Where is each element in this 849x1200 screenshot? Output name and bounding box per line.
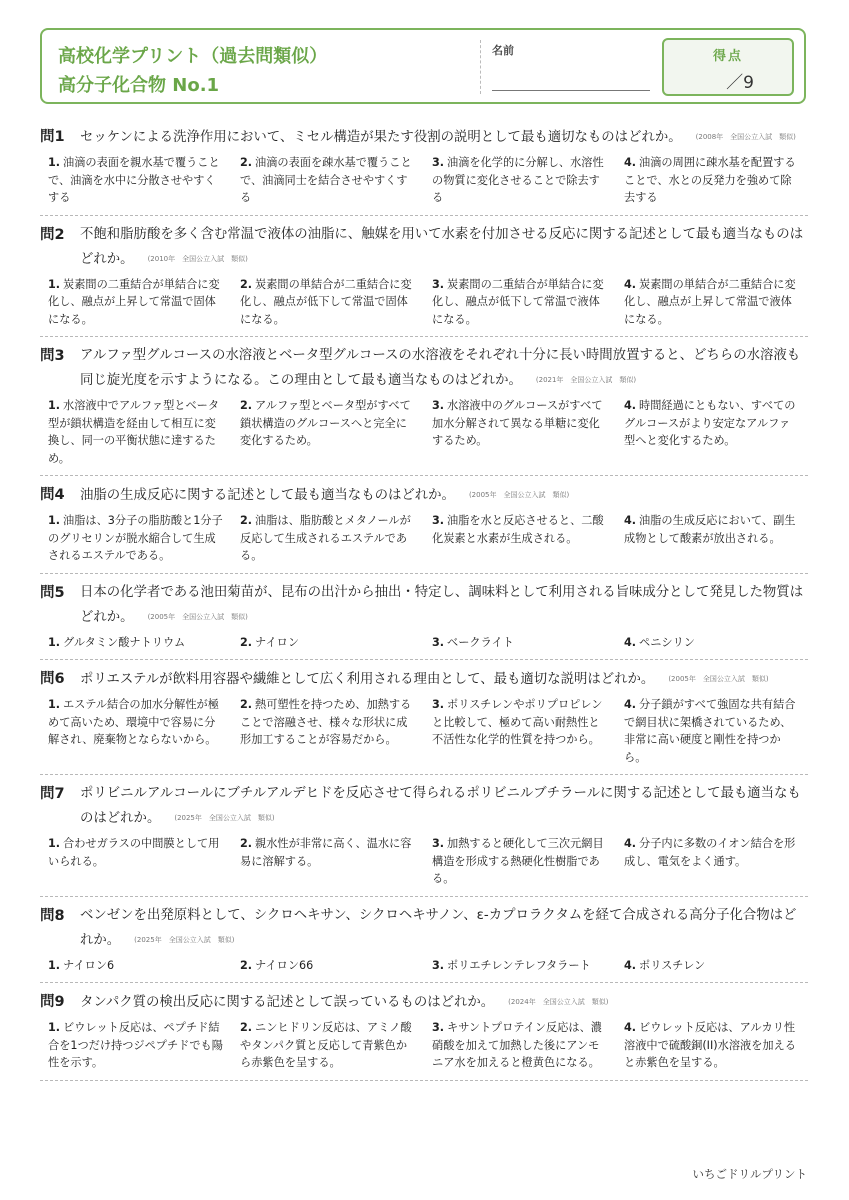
answer-option-4[interactable]: [616, 833, 808, 888]
option-text: 油滴を化学的に分解し、水溶性の物質に変化させることで除去する: [432, 156, 604, 204]
option-text: 油脂は、3分子の脂肪酸と1分子のグリセリンが脱水縮合して生成されるエステルである。: [48, 514, 223, 562]
question-9: [40, 983, 808, 1081]
option-number: 3.: [432, 635, 445, 649]
option-number: 1.: [48, 1021, 61, 1034]
question-text: 油脂の生成反応に関する記述として最も適当なものはどれか。: [80, 488, 455, 503]
option-text: 油脂は、脂肪酸とメタノールが反応して生成されるエステルである。: [240, 514, 411, 562]
option-number: 3.: [432, 1021, 445, 1034]
answer-option-3[interactable]: [424, 274, 616, 329]
option-number: 2.: [240, 1021, 253, 1034]
option-number: 1.: [48, 277, 61, 291]
question-3: [40, 337, 808, 476]
answer-options: [40, 510, 808, 569]
option-text: 炭素間の単結合が二重結合に変化し、融点が低下して常温で固体になる。: [240, 277, 412, 326]
option-number: 2.: [240, 277, 253, 291]
name-label: 名前: [492, 44, 514, 57]
answer-option-1[interactable]: [40, 395, 232, 467]
option-text: 油滴の表面を疎水基で覆うことで、油滴同士を結合させやすくする: [240, 156, 412, 204]
question-text: 日本の化学者である池田菊苗が、昆布の出汁から抽出・特定し、調味料として利用される旨味成分として発見した物質はどれか。: [80, 584, 804, 625]
question-list: [40, 118, 808, 1081]
answer-option-2[interactable]: [232, 632, 424, 652]
option-number: 1.: [48, 958, 61, 972]
question-source: (2025年 全国公立入試 類似): [134, 935, 235, 944]
option-number: 4.: [624, 277, 637, 291]
question-2: [40, 216, 808, 338]
question-text: ポリビニルアルコールにブチルアルデヒドを反応させて得られるポリビニルブチラールに関する記述として最も適当なものはどれか。: [80, 786, 801, 826]
answer-option-4[interactable]: [616, 1017, 808, 1072]
score-box: [662, 38, 794, 96]
option-number: 2.: [240, 399, 253, 412]
answer-options: [40, 694, 808, 770]
option-text: 分子鎖がすべて強固な共有結合で網目状に架橋されているため、非常に高い硬度と剛性を持つから。: [624, 698, 796, 764]
answer-options: [40, 152, 808, 211]
question-source: (2021年 全国公立入試 類似): [535, 376, 637, 384]
option-number: 3.: [432, 156, 445, 169]
answer-option-2[interactable]: [232, 833, 424, 888]
question-header: [40, 667, 808, 692]
option-text: 水溶液中のグルコースがすべて加水分解されて異なる単糖に変化するため。: [432, 399, 603, 447]
option-number: 3.: [432, 958, 445, 972]
answer-options: [40, 955, 808, 979]
question-number: 問6: [40, 671, 65, 687]
option-number: 2.: [240, 156, 253, 169]
question-text-block: [80, 904, 808, 953]
option-number: 4.: [624, 514, 637, 527]
answer-option-4[interactable]: [616, 510, 808, 565]
question-number: 問2: [40, 226, 65, 243]
answer-options: [40, 395, 808, 471]
question-number: 問7: [40, 786, 65, 802]
option-number: 3.: [432, 399, 445, 412]
option-number: 3.: [432, 277, 445, 291]
answer-option-2[interactable]: [232, 395, 424, 467]
answer-option-4[interactable]: [616, 955, 808, 975]
option-number: 4.: [624, 399, 637, 412]
answer-option-4[interactable]: [616, 632, 808, 652]
question-1: [40, 118, 808, 216]
option-text: ポリエチレンテレフタラート: [447, 958, 591, 972]
option-text: ポリスチレン: [639, 958, 706, 972]
answer-option-1[interactable]: [40, 1017, 232, 1072]
answer-options: [40, 1017, 808, 1076]
question-text: 不飽和脂肪酸を多く含む常温で液体の油脂に、触媒を用いて水素を付加させる反応に関する記述として最も適当なものはどれか。: [80, 226, 804, 267]
question-number: 問3: [40, 348, 65, 364]
answer-option-3[interactable]: [424, 152, 616, 207]
option-number: 4.: [624, 698, 637, 711]
option-number: 1.: [48, 698, 61, 711]
option-text: 油滴の周囲に疎水基を配置することで、水との反発力を強めて除去する: [624, 156, 796, 204]
question-source: (2008年 全国公立入試 類似): [695, 133, 796, 141]
option-text: ペニシリン: [639, 635, 695, 649]
option-text: ポリスチレンやポリプロピレンと比較して、極めて高い耐熱性と不活性な化学的性質を持つから。: [432, 698, 603, 746]
question-header: [40, 483, 808, 508]
option-number: 1.: [48, 514, 61, 527]
option-text: 時間経過にともない、すべてのグルコースがより安定なアルファ型へと変化するため。: [624, 399, 796, 447]
question-5: [40, 574, 808, 661]
option-text: 熱可塑性を持つため、加熱することで溶融させ、様々な形状に成形加工することが容易だから。: [240, 698, 412, 746]
question-text-block: [80, 223, 808, 272]
answer-options: [40, 833, 808, 892]
answer-option-4[interactable]: [616, 694, 808, 766]
option-text: 炭素間の二重結合が単結合に変化し、融点が低下して常温で液体になる。: [432, 277, 604, 326]
question-source: (2005年 全国公立入試 類似): [147, 612, 248, 621]
question-text-block: [80, 581, 808, 630]
score-label: 得点: [712, 49, 743, 64]
question-text-block: [80, 990, 808, 1015]
score-value: ／9: [726, 73, 754, 93]
option-number: 1.: [48, 399, 61, 412]
answer-option-2[interactable]: [232, 955, 424, 975]
answer-option-2[interactable]: [232, 274, 424, 329]
option-number: 4.: [624, 958, 637, 972]
option-number: 1.: [48, 635, 61, 649]
worksheet-title: 高校化学プリント（過去問類似）: [58, 46, 328, 67]
question-text-block: [80, 782, 808, 831]
option-text: 分子内に多数のイオン結合を形成し、電気をよく通す。: [624, 837, 796, 868]
option-text: ベークライト: [447, 635, 514, 649]
answer-option-1[interactable]: [40, 632, 232, 652]
option-text: 親水性が非常に高く、温水に容易に溶解する。: [240, 837, 412, 868]
question-text: ベンゼンを出発原料として、シクロヘキサン、シクロヘキサノン、ε-カプロラクタムを経て合成される高分子化合物はどれか。: [80, 907, 797, 948]
question-number: 問5: [40, 584, 65, 601]
answer-option-3[interactable]: [424, 955, 616, 975]
option-text: ナイロン6: [63, 958, 115, 972]
answer-option-3[interactable]: [424, 833, 616, 888]
question-number: 問1: [40, 129, 65, 145]
question-source: (2005年 全国公立入試 類似): [468, 491, 570, 499]
answer-option-2[interactable]: [232, 694, 424, 766]
answer-option-2[interactable]: [232, 510, 424, 565]
option-text: アルファ型とベータ型がすべて鎖状構造のグルコースへと完全に変化するため。: [240, 399, 411, 447]
question-header: [40, 904, 808, 953]
answer-options: [40, 274, 808, 333]
footer-brand: いちごドリルプリント: [692, 1167, 807, 1181]
answer-option-3[interactable]: [424, 395, 616, 467]
option-text: 合わせガラスの中間膜として用いられる。: [48, 837, 220, 868]
answer-options: [40, 632, 808, 656]
option-text: 油脂の生成反応において、副生成物として酸素が放出される。: [624, 514, 796, 545]
question-6: [40, 660, 808, 775]
question-header: [40, 782, 808, 831]
option-text: ナイロン66: [255, 958, 314, 972]
option-text: 炭素間の単結合が二重結合に変化し、融点が上昇して常温で液体になる。: [624, 277, 796, 326]
question-text: セッケンによる洗浄作用において、ミセル構造が果たす役割の説明として最も適切なものはどれか。: [80, 130, 682, 145]
question-header: [40, 223, 808, 272]
question-text-block: [80, 344, 808, 393]
option-number: 4.: [624, 837, 637, 850]
answer-option-4[interactable]: [616, 152, 808, 207]
option-text: 炭素間の二重結合が単結合に変化し、融点が上昇して常温で固体になる。: [48, 277, 220, 326]
option-number: 1.: [48, 156, 61, 169]
answer-option-1[interactable]: [40, 274, 232, 329]
option-number: 2.: [240, 635, 253, 649]
answer-option-4[interactable]: [616, 395, 808, 467]
answer-option-1[interactable]: [40, 694, 232, 766]
answer-option-1[interactable]: [40, 510, 232, 565]
option-number: 3.: [432, 514, 445, 527]
option-text: 油滴の表面を親水基で覆うことで、油滴を水中に分散させやすくする: [48, 156, 220, 204]
header-divider: [480, 40, 481, 94]
answer-option-3[interactable]: [424, 694, 616, 766]
question-text-block: [80, 125, 808, 150]
option-text: キサントプロテイン反応は、濃硝酸を加えて加熱した後にアンモニア水を加えると橙黄色になる。: [432, 1021, 602, 1069]
question-number: 問4: [40, 487, 65, 503]
option-text: 水溶液中でアルファ型とベータ型が鎖状構造を経由して相互に変換し、同一の平衡状態に達するため。: [48, 399, 220, 465]
option-text: 加熱すると硬化して三次元網目構造を形成する熱硬化性樹脂である。: [432, 837, 604, 885]
option-number: 3.: [432, 837, 445, 850]
question-text-block: [80, 667, 808, 692]
question-text: ポリエステルが飲料用容器や繊維として広く利用される理由として、最も適切な説明はどれか。: [80, 672, 655, 687]
worksheet-subtitle: 高分子化合物 No.1: [58, 75, 220, 96]
option-text: 油脂を水と反応させると、二酸化炭素と水素が生成される。: [432, 514, 604, 545]
question-source: (2025年 全国公立入試 類似): [174, 814, 275, 822]
answer-option-3[interactable]: [424, 632, 616, 652]
answer-option-1[interactable]: [40, 833, 232, 888]
option-number: 2.: [240, 837, 253, 850]
question-8: [40, 897, 808, 984]
option-text: ビウレット反応は、アルカリ性溶液中で硫酸銅(II)水溶液を加えると赤紫色を呈する。: [624, 1021, 796, 1069]
question-header: [40, 344, 808, 393]
option-text: ニンヒドリン反応は、アミノ酸やタンパク質と反応して青紫色から赤紫色を呈する。: [240, 1021, 412, 1069]
question-number: 問8: [40, 907, 65, 924]
answer-option-3[interactable]: [424, 1017, 616, 1072]
question-4: [40, 476, 808, 574]
name-field[interactable]: [492, 90, 650, 91]
question-header: [40, 990, 808, 1015]
question-text: アルファ型グルコースの水溶液とベータ型グルコースの水溶液をそれぞれ十分に長い時間放置すると、どちらの水溶液も同じ旋光度を示すようになる。この理由として最も適当なものはどれか。: [80, 348, 801, 388]
answer-option-2[interactable]: [232, 1017, 424, 1072]
question-7: [40, 775, 808, 897]
question-source: (2005年 全国公立入試 類似): [668, 675, 769, 683]
option-number: 2.: [240, 514, 253, 527]
question-header: [40, 125, 808, 150]
option-text: ビウレット反応は、ペプチド結合を1つだけ持つジペプチドでも陽性を示す。: [48, 1021, 223, 1069]
question-text-block: [80, 483, 808, 508]
worksheet-header: [40, 28, 806, 104]
answer-option-1[interactable]: [40, 955, 232, 975]
option-number: 2.: [240, 958, 253, 972]
option-number: 4.: [624, 156, 637, 169]
option-text: グルタミン酸ナトリウム: [63, 635, 186, 649]
option-number: 1.: [48, 837, 61, 850]
question-source: (2010年 全国公立入試 類似): [147, 254, 248, 263]
question-text: タンパク質の検出反応に関する記述として誤っているものはどれか。: [80, 995, 495, 1010]
question-header: [40, 581, 808, 630]
answer-option-4[interactable]: [616, 274, 808, 329]
option-number: 2.: [240, 698, 253, 711]
option-number: 4.: [624, 1021, 637, 1034]
question-source: (2024年 全国公立入試 類似): [508, 998, 609, 1006]
option-number: 3.: [432, 698, 445, 711]
answer-option-3[interactable]: [424, 510, 616, 565]
option-text: ナイロン: [255, 635, 300, 649]
option-text: エステル結合の加水分解性が極めて高いため、環境中で容易に分解され、廃棄物とならないから。: [48, 698, 219, 746]
option-number: 4.: [624, 635, 637, 649]
answer-option-1[interactable]: [40, 152, 232, 207]
question-number: 問9: [40, 994, 65, 1010]
answer-option-2[interactable]: [232, 152, 424, 207]
